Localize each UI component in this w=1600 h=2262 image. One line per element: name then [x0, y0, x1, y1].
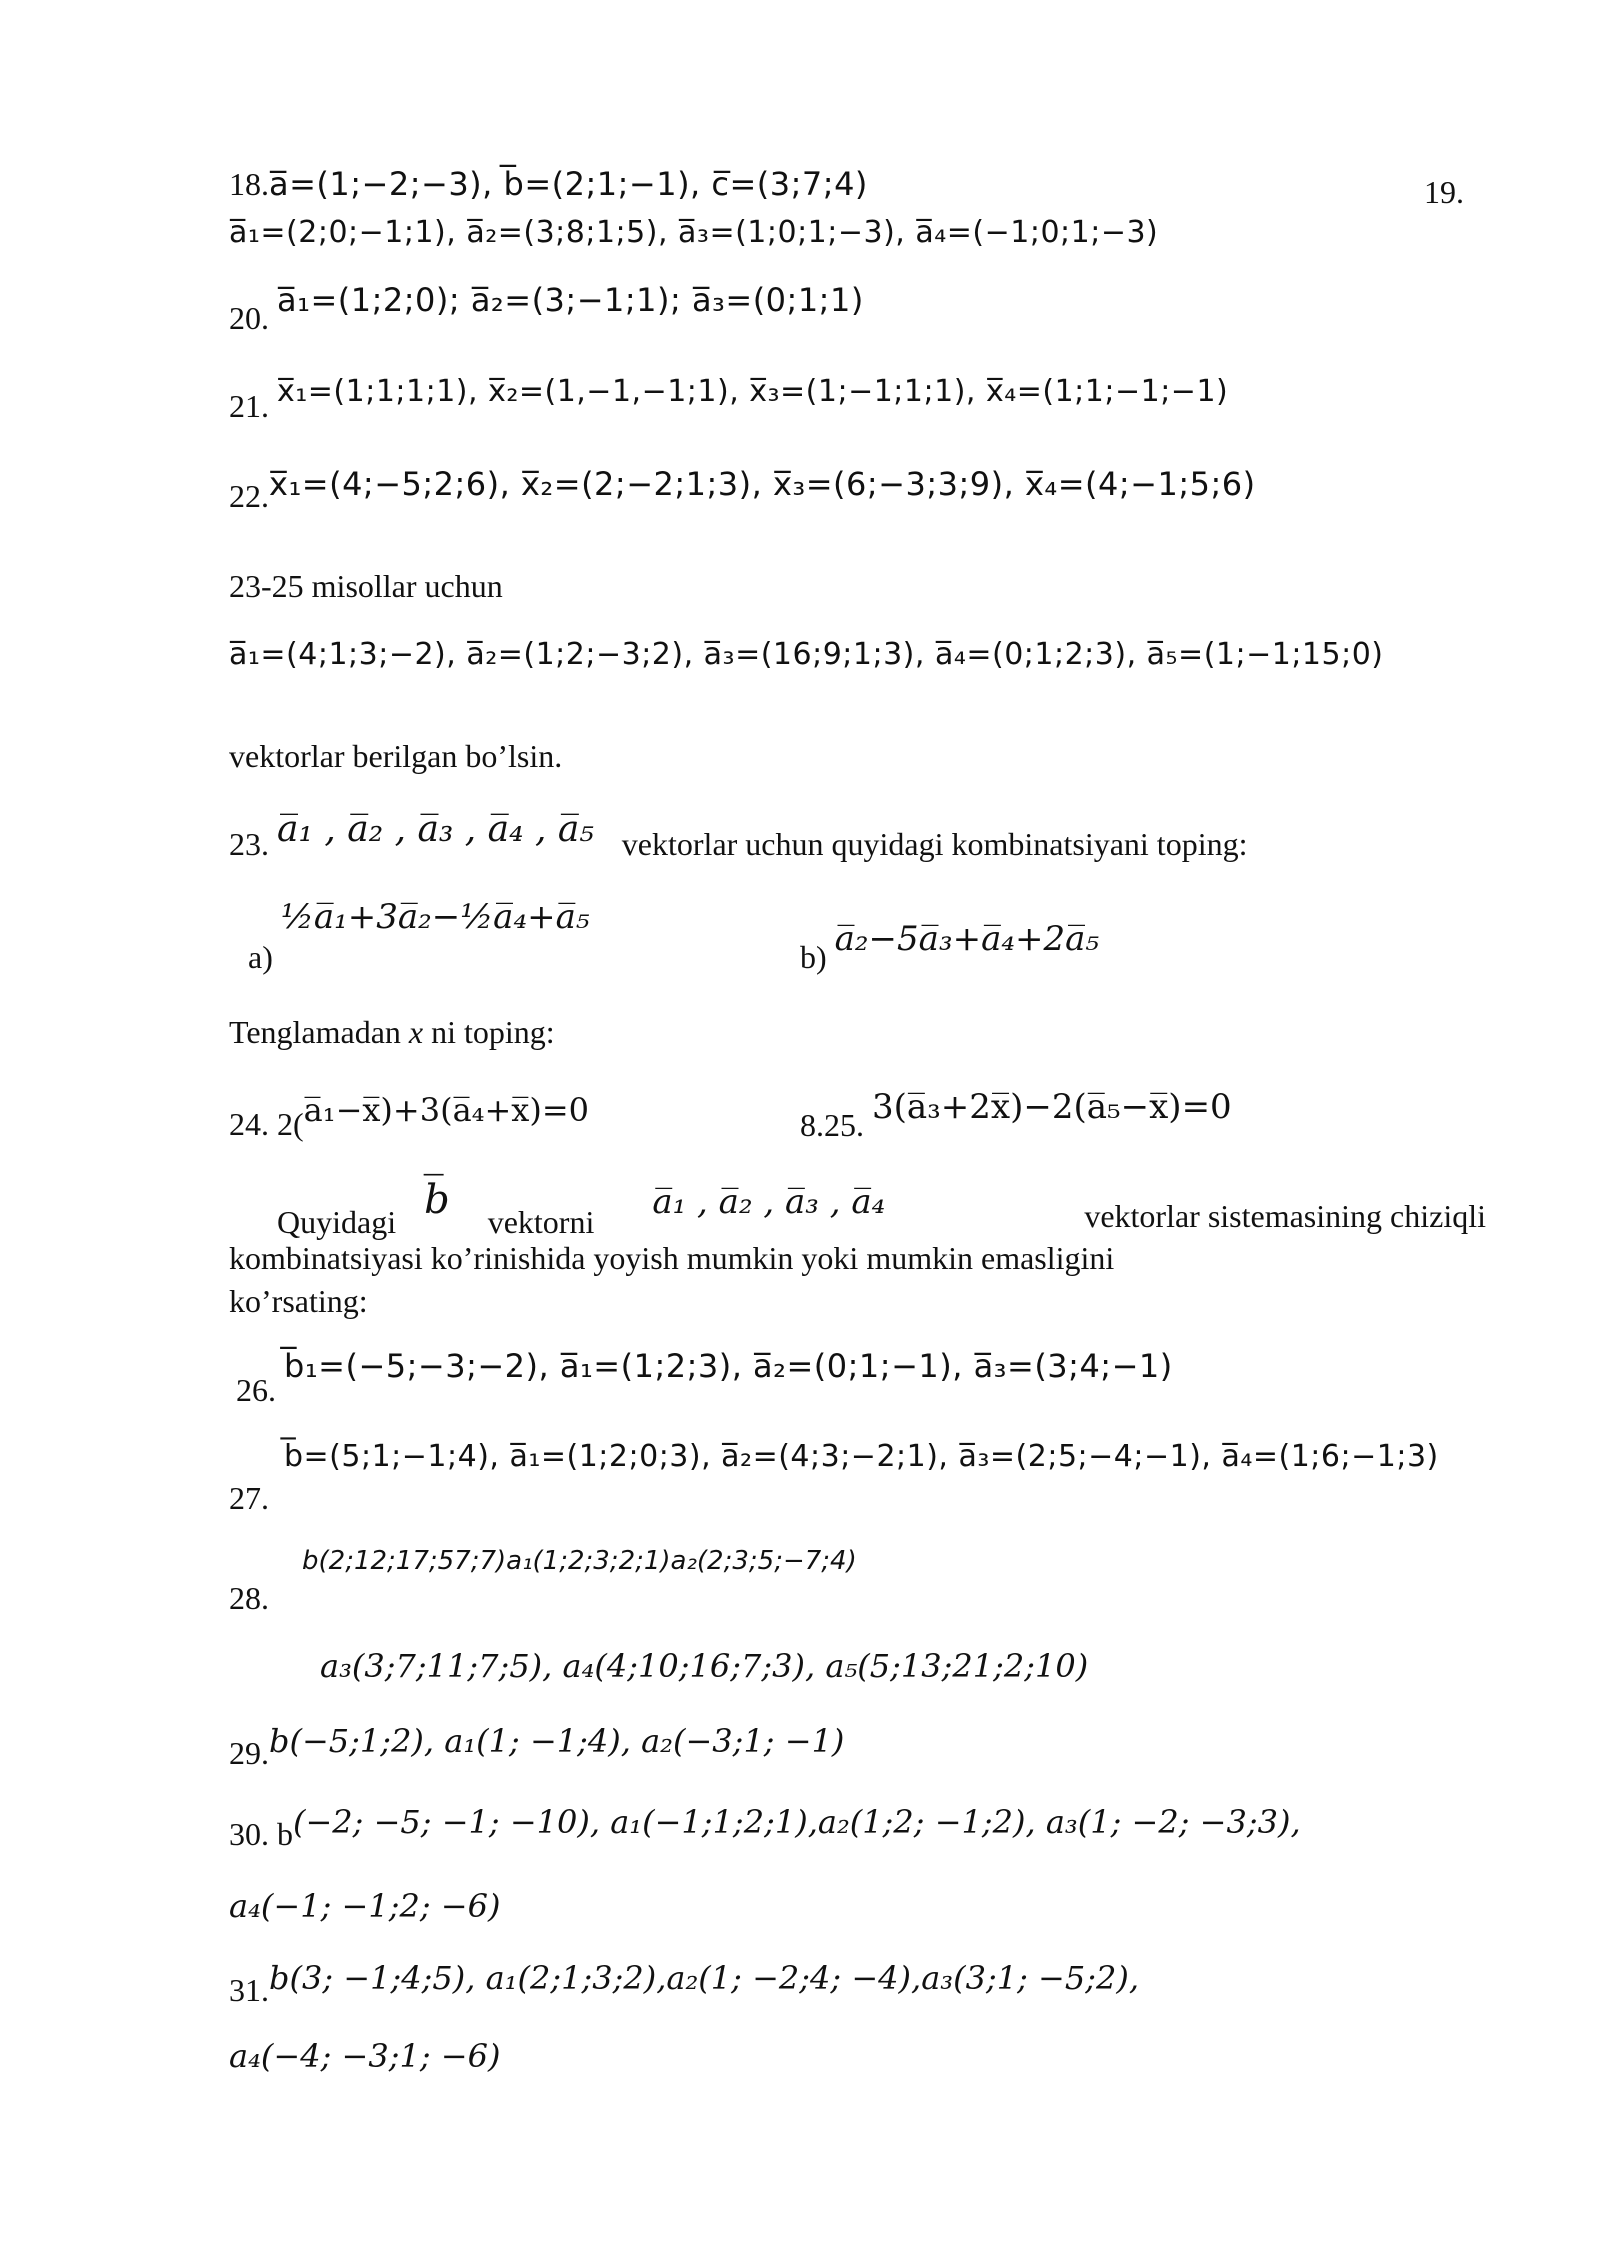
exercise-number: 8.25. [800, 1107, 864, 1143]
exercise-19-vectors: a̅₁=(2;0;−1;1), a̅₂=(3;8;1;5), a̅₃=(1;0;1;−3), a̅₄=(−1;0;1;−3) [229, 215, 1159, 250]
exercise-23a [248, 897, 590, 975]
combination-a: ½a̅₁+3a̅₂−½a̅₄+a̅₅ [280, 897, 590, 937]
vector-definitions: x̅₁=(1;1;1;1), x̅₂=(1,−1,−1;1), x̅₃=(1;−1;1;1), x̅₄=(1;1;−1;−1) [277, 374, 1229, 409]
vector-b: b̅ [424, 1177, 450, 1223]
paragraph-rest: vektorlar sistemasining chiziqli [1084, 1198, 1486, 1234]
exercise-number-19: 19. [1424, 174, 1464, 210]
exercise-number: 26. [236, 1372, 276, 1408]
exercise-20 [229, 281, 864, 336]
equation: 3(a̅₃+2x̅)−2(a̅₅−x̅)=0 [872, 1087, 1232, 1127]
paragraph-line-1 [277, 1177, 1486, 1240]
equation: a̅₁−x̅)+3(a̅₄+x̅)=0 [303, 1091, 589, 1129]
exercise-number: 21. [229, 388, 269, 424]
equation-heading [229, 1016, 555, 1048]
exercise-23 [229, 809, 1248, 862]
vector-list: a̅₁ , a̅₂ , a̅₃ , a̅₄ , a̅₅ [277, 809, 594, 850]
equation-heading-var: x [408, 1014, 424, 1050]
part-label-b: b) [800, 939, 827, 975]
equation-heading-pre: Tenglamadan [229, 1014, 401, 1050]
paragraph-word: vektorni [487, 1204, 595, 1240]
exercise-31-cont: a₄(−4; −3;1; −6) [229, 2037, 501, 2075]
exercise-25 [800, 1087, 1232, 1143]
vector-definitions: a̅₁=(1;2;0); a̅₂=(3;−1;1); a̅₃=(0;1;1) [277, 281, 864, 319]
paragraph-line-2: kombinatsiyasi ko’rinishida yoyish mumkin yoki mumkin emasligini [229, 1240, 1115, 1276]
exercise-30 [229, 1803, 1301, 1852]
exercise-number: 24. 2( [229, 1106, 304, 1142]
exercise-29 [229, 1722, 845, 1771]
exercise-number: 23. [229, 826, 269, 862]
exercise-24 [229, 1091, 589, 1142]
equation-heading-post: ni toping: [431, 1014, 555, 1050]
vector-definitions: (−2; −5; −1; −10), a₁(−1;1;2;1),a₂(1;2; −1;2), a₃(1; −2; −3;3), [293, 1803, 1301, 1841]
section-heading-23-25: 23-25 misollar uchun [229, 568, 503, 604]
exercise-26 [236, 1347, 1173, 1408]
exercise-28-vectors-cont: a₃(3;7;11;7;5), a₄(4;10;16;7;3), a₅(5;13;21;2;10) [320, 1647, 1089, 1685]
vector-definitions: a̅=(1;−2;−3), b̅=(2;1;−1), c̅=(3;7;4) [269, 165, 868, 203]
combination-b: a̅₂−5a̅₃+a̅₄+2a̅₅ [834, 919, 1099, 959]
paragraph-word: Quyidagi [277, 1204, 397, 1240]
exercise-22 [229, 465, 1256, 514]
exercise-text: vektorlar uchun quyidagi kombinatsiyani toping: [621, 826, 1248, 862]
exercise-number: 31. [229, 1972, 269, 2008]
exercise-23b [800, 919, 1099, 975]
vector-definitions: x̅₁=(4;−5;2;6), x̅₂=(2;−2;1;3), x̅₃=(6;−3;3;9), x̅₄=(4;−1;5;6) [269, 465, 1256, 503]
paragraph-line-3: ko’rsating: [229, 1283, 368, 1319]
exercise-number: 22. [229, 478, 269, 514]
exercise-number: 18. [229, 166, 269, 202]
exercise-30-cont: a₄(−1; −1;2; −6) [229, 1887, 501, 1925]
vector-definitions: b(−5;1;2), a₁(1; −1;4), a₂(−3;1; −1) [269, 1722, 845, 1760]
exercise-number: 29. [229, 1735, 269, 1771]
part-label-a: a) [248, 939, 273, 975]
vector-system: a̅₁ , a̅₂ , a̅₃ , a̅₄ [652, 1182, 886, 1222]
exercise-21 [229, 374, 1229, 424]
exercise-number-28: 28. [229, 1580, 269, 1616]
vectors-23-25: a̅₁=(4;1;3;−2), a̅₂=(1;2;−3;2), a̅₃=(16;9;1;3), a̅₄=(0;1;2;3), a̅₅=(1;−1;15;0) [229, 637, 1384, 672]
exercise-18 [229, 165, 868, 203]
given-text: vektorlar berilgan bo’lsin. [229, 738, 563, 774]
exercise-28-vectors: b(2;12;17;57;7)a₁(1;2;3;2;1)a₂(2;3;5;−7;4) [302, 1546, 857, 1576]
exercise-number-27: 27. [229, 1480, 269, 1516]
vector-definitions: b̅₁=(−5;−3;−2), a̅₁=(1;2;3), a̅₂=(0;1;−1), a̅₃=(3;4;−1) [284, 1347, 1173, 1385]
exercise-31 [229, 1959, 1139, 2008]
exercise-number: 20. [229, 300, 269, 336]
vector-definitions: b(3; −1;4;5), a₁(2;1;3;2),a₂(1; −2;4; −4),a₃(3;1; −5;2), [269, 1959, 1139, 1997]
exercise-number: 30. b [229, 1816, 293, 1852]
exercise-27-vectors: b̅=(5;1;−1;4), a̅₁=(1;2;0;3), a̅₂=(4;3;−2;1), a̅₃=(2;5;−4;−1), a̅₄=(1;6;−1;3) [284, 1439, 1439, 1474]
